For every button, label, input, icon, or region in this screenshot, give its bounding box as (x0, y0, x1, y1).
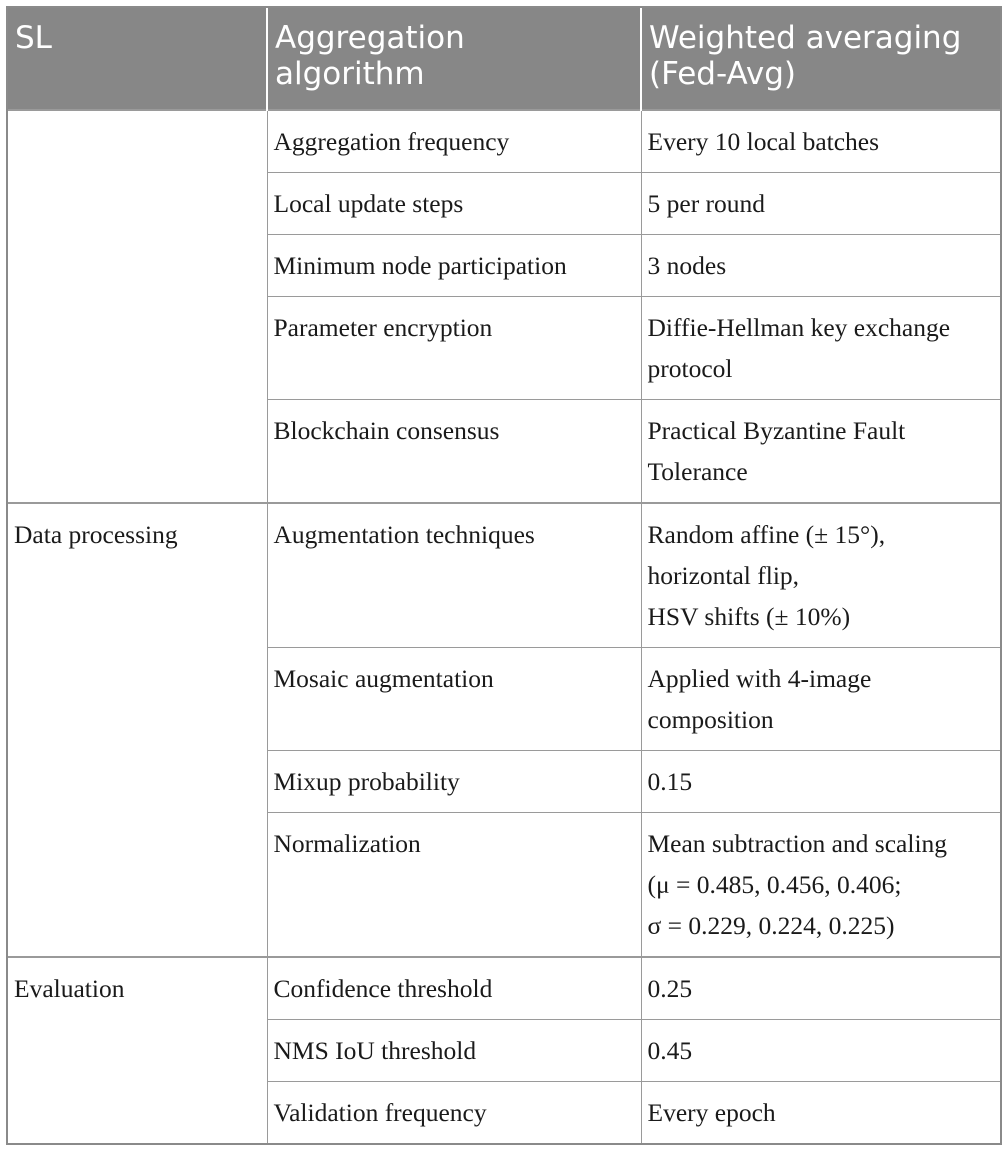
table-row (8, 813, 1000, 958)
cell-value-line: (μ = 0.485, 0.456, 0.406; (647, 870, 902, 899)
cell-parameter: Mosaic augmentation (267, 648, 641, 751)
cell-parameter: Minimum node participation (267, 235, 641, 297)
header-col3-line1: Weighted averaging (649, 20, 962, 56)
table-row (8, 235, 1000, 297)
table-row (8, 751, 1000, 813)
cell-value (641, 957, 1000, 1020)
cell-parameter: Blockchain consensus (267, 400, 641, 504)
cell-parameter: Augmentation techniques (267, 503, 641, 648)
cell-value-line: Every epoch (647, 1098, 776, 1127)
table-row (8, 648, 1000, 751)
cell-value (641, 297, 1000, 400)
cell-sl (8, 1020, 267, 1082)
cell-sl (8, 297, 267, 400)
cell-sl (8, 173, 267, 235)
cell-sl: Data processing (8, 503, 267, 648)
header-weighted-averaging (641, 8, 1000, 110)
cell-parameter: Local update steps (267, 173, 641, 235)
cell-parameter: Mixup probability (267, 751, 641, 813)
cell-value-line: protocol (647, 354, 733, 383)
table-row (8, 297, 1000, 400)
cell-sl (8, 813, 267, 958)
cell-value (641, 400, 1000, 504)
cell-value-line: 0.45 (647, 1036, 693, 1065)
cell-parameter: Validation frequency (267, 1082, 641, 1144)
cell-value-line: composition (647, 705, 774, 734)
table-body (8, 110, 1000, 1143)
header-aggregation-algorithm (267, 8, 641, 110)
cell-value-line: Every 10 local batches (647, 127, 880, 156)
cell-value (641, 503, 1000, 648)
parameters-table (6, 6, 1002, 1145)
cell-value-line: HSV shifts (± 10%) (647, 602, 851, 631)
cell-value-line: 0.15 (647, 767, 693, 796)
cell-parameter: Parameter encryption (267, 297, 641, 400)
cell-parameter: Normalization (267, 813, 641, 958)
cell-value (641, 235, 1000, 297)
cell-parameter: Aggregation frequency (267, 110, 641, 173)
table-row (8, 110, 1000, 173)
cell-value-line: Applied with 4-image (647, 664, 872, 693)
cell-value-line: 5 per round (647, 189, 766, 218)
cell-value (641, 110, 1000, 173)
cell-value-line: Random affine (± 15°), (647, 520, 886, 549)
cell-sl (8, 1082, 267, 1144)
table-row (8, 400, 1000, 504)
cell-value (641, 648, 1000, 751)
header-col2-line1: Aggregation (275, 20, 465, 56)
cell-value-line: Tolerance (647, 457, 748, 486)
table-header (8, 8, 1000, 110)
header-col2-line2: algorithm (275, 56, 425, 92)
table-row (8, 957, 1000, 1020)
cell-sl (8, 110, 267, 173)
header-col3-line2: (Fed-Avg) (649, 56, 796, 92)
cell-sl (8, 648, 267, 751)
table-row (8, 1082, 1000, 1144)
cell-value-line: Practical Byzantine Fault (647, 416, 906, 445)
header-row (8, 8, 1000, 110)
cell-value-line: horizontal flip, (647, 561, 800, 590)
cell-sl (8, 235, 267, 297)
cell-sl (8, 400, 267, 504)
cell-value (641, 813, 1000, 958)
header-sl-text: SL (15, 20, 52, 56)
table-row (8, 503, 1000, 648)
table (8, 8, 1000, 1143)
cell-value-line: Mean subtraction and scaling (647, 829, 948, 858)
cell-value (641, 1020, 1000, 1082)
cell-value-line: Diffie-Hellman key exchange (647, 313, 951, 342)
cell-value (641, 173, 1000, 235)
header-sl (8, 8, 267, 110)
table-row (8, 1020, 1000, 1082)
cell-value-line: 3 nodes (647, 251, 727, 280)
cell-parameter: NMS IoU threshold (267, 1020, 641, 1082)
cell-parameter: Confidence threshold (267, 957, 641, 1020)
cell-value (641, 1082, 1000, 1144)
cell-sl: Evaluation (8, 957, 267, 1020)
table-row (8, 173, 1000, 235)
cell-sl (8, 751, 267, 813)
cell-value-line: σ = 0.229, 0.224, 0.225) (647, 911, 895, 940)
cell-value-line: 0.25 (647, 974, 693, 1003)
cell-value (641, 751, 1000, 813)
